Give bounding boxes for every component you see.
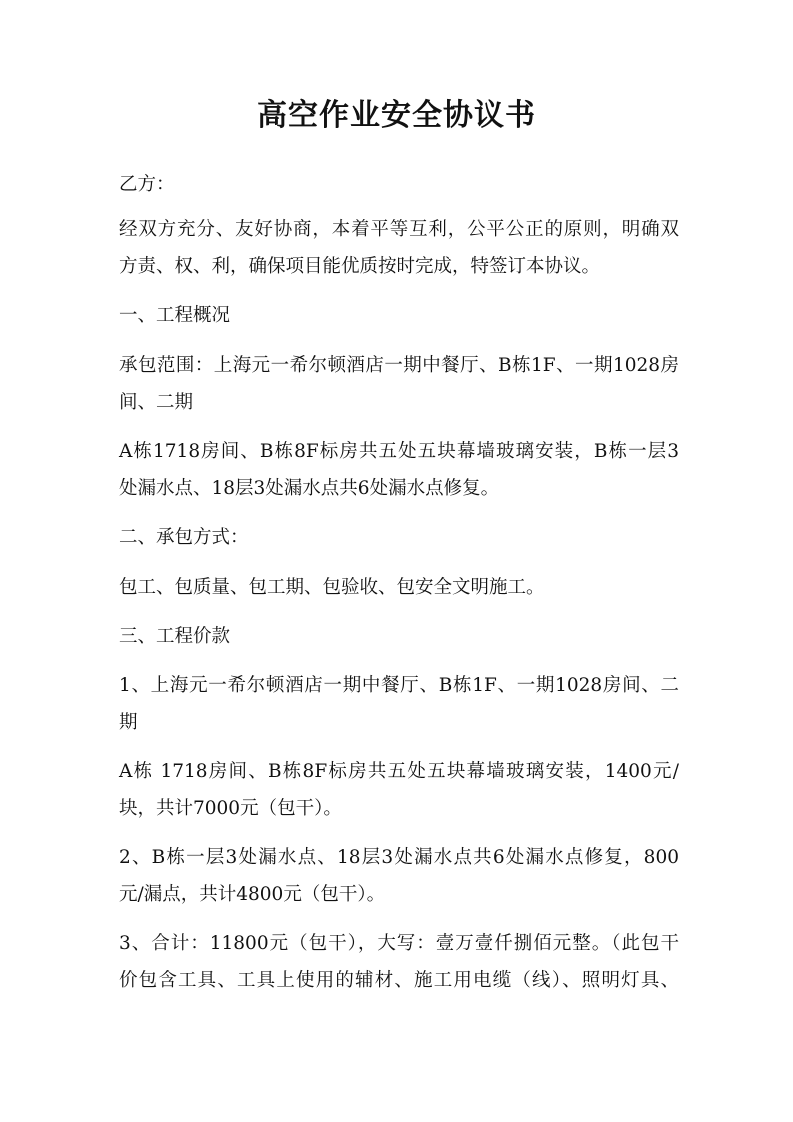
paragraph-line: 1、上海元一希尔顿酒店一期中餐厅、B栋1F、一期1028房间、二 [119,675,679,696]
paragraph-line: 三、工程价款 [119,626,231,647]
paragraph-line: A栋 1718房间、B栋8F标房共五处五块幕墙玻璃安装，1400元/ [119,761,679,782]
document-title: 高空作业安全协议书 [257,98,536,133]
scope-detail-paragraph [119,433,679,507]
contract-method-paragraph [119,569,679,606]
scope-paragraph [119,347,679,421]
paragraph-line: 方责、权、利，确保项目能优质按时完成，特签订本协议。 [119,256,601,277]
price-item-1-detail [119,753,679,827]
section-heading-project-overview [119,297,679,334]
paragraph-line: 间、二期 [119,392,194,413]
paragraph-line: 期 [119,712,138,733]
section-heading-contract-price [119,618,679,655]
paragraph-line: 一、工程概况 [119,305,231,326]
paragraph-line: 价包含工具、工具上使用的辅材、施工用电缆（线）、照明灯具、 [119,970,679,991]
paragraph-line: 处漏水点、18层3处漏水点共6处漏水点修复。 [119,478,500,499]
party-b-paragraph [119,166,679,203]
paragraph-line: 包工、包质量、包工期、包验收、包安全文明施工。 [119,577,545,598]
price-item-2 [119,839,679,913]
section-heading-contract-method [119,519,679,556]
paragraph-line: A栋1718房间、B栋8F标房共五处五块幕墙玻璃安装，B栋一层3 [119,441,679,462]
price-item-1 [119,667,679,741]
paragraph-line: 块，共计7000元（包干）。 [119,798,342,819]
paragraph-line: 经双方充分、友好协商，本着平等互利，公平公正的原则，明确双 [119,219,679,240]
paragraph-line: 乙方： [119,174,175,195]
paragraph-line: 承包范围：上海元一希尔顿酒店一期中餐厅、B栋1F、一期1028房 [119,355,679,376]
paragraph-line: 3、合计：11800元（包干），大写：壹万壹仟捌佰元整。（此包干 [119,933,679,954]
price-item-3-total [119,925,679,999]
paragraph-line: 二、承包方式： [119,527,249,548]
paragraph-line: 2、B栋一层3处漏水点、18层3处漏水点共6处漏水点修复，800 [119,847,679,868]
intro-paragraph [119,211,679,285]
paragraph-line: 元/漏点，共计4800元（包干）。 [119,884,386,905]
